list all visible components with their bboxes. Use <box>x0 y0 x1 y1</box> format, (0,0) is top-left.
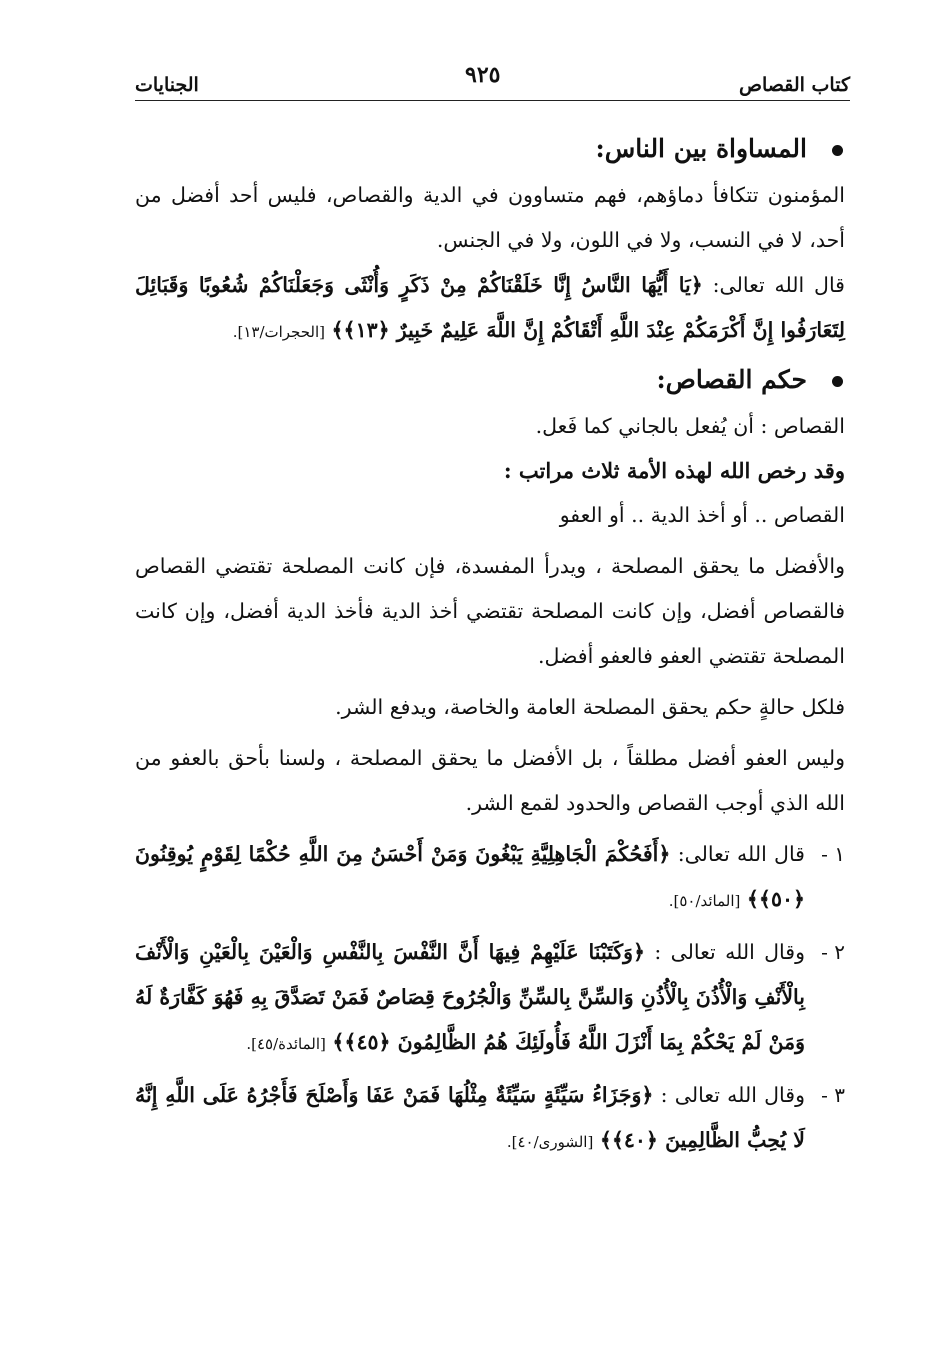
page-number: ٩٢٥ <box>465 62 501 88</box>
ranks-title: وقد رخص الله لهذه الأمة ثلاث مراتب : <box>503 458 845 483</box>
page-body <box>135 130 845 1165</box>
paragraph-equality: المؤمنون تتكافأ دماؤهم، فهم متساوون في الدية والقصاص، فليس أحد أفضل من أحد، لا في النسب، ولا في اللون، ولا في الجنس. <box>135 183 845 252</box>
paragraph-best-option: والأفضل ما يحقق المصلحة ، ويدرأ المفسدة، فإن كانت المصلحة تقتضي القصاص فالقصاص أفضل، وإن كانت المصلحة تقتضي أخذ الدية فأخذ الدية أفضل، وإن كانت المصلحة تقتضي العفو فالعفو أفضل. <box>135 554 845 668</box>
verse-text: ﴿أَفَحُكْمَ الْجَاهِلِيَّةِ يَبْغُونَ وَمَنْ أَحْسَنُ مِنَ اللَّهِ حُكْمًا لِقَوْمٍ يُوقِنُونَ ﴿٥٠﴾﴾ <box>135 842 805 911</box>
verse-reference: [الحجرات/١٣]. <box>232 323 326 341</box>
quran-quote-hujurat: قال الله تعالى: ﴿يَا أَيُّهَا النَّاسُ إِنَّا خَلَقْنَاكُمْ مِنْ ذَكَرٍ وَأُنْثَى وَجَعَلْنَاكُمْ شُعُوبًا وَقَبَائِلَ لِتَعَارَفُوا إِنَّ أَكْرَمَكُمْ عِنْدَ اللَّهِ أَتْقَاكُمْ إِنَّ اللَّهَ عَلِيمٌ خَبِيرٌ ﴿١٣﴾﴾ [الحجرات/١٣]. <box>135 273 845 342</box>
section-heading-equality: المساواة بين الناس: <box>135 134 845 163</box>
page-header <box>135 62 850 101</box>
verse-text: ﴿وَكَتَبْنَا عَلَيْهِمْ فِيهَا أَنَّ النَّفْسَ بِالنَّفْسِ وَالْعَيْنَ بِالْعَيْنِ وَالْأَنْفَ بِالْأَنْفِ وَالْأُذُنَ بِالْأُذُنِ وَالسِّنَّ بِالسِّنِّ وَالْجُرُوحَ قِصَاصٌ فَمَنْ تَصَدَّقَ بِهِ فَهُوَ كَفَّارَةٌ لَهُ وَمَنْ لَمْ يَحْكُمْ بِمَا أَنْزَلَ اللَّهُ فَأُولَئِكَ هُمُ الظَّالِمُونَ ﴿٤٥﴾﴾ <box>135 940 805 1054</box>
chapter-title: الجنايات <box>135 74 199 96</box>
book-title: كتاب القصاص <box>739 74 850 96</box>
bullet-icon <box>832 376 843 387</box>
definition-qisas: القصاص : أن يُفعل بالجاني كما فَعل. <box>535 414 845 438</box>
bullet-icon <box>832 145 843 156</box>
verse-item-2: ٢ - وقال الله تعالى : ﴿وَكَتَبْنَا عَلَيْهِمْ فِيهَا أَنَّ النَّفْسَ بِالنَّفْسِ وَالْعَيْنَ بِالْعَيْنِ وَالْأَنْفَ بِالْأَنْفِ وَالْأُذُنَ بِالْأُذُنِ وَالسِّنَّ بِالسِّنِّ وَالْجُرُوحَ قِصَاصٌ فَمَنْ تَصَدَّقَ بِهِ فَهُوَ كَفَّارَةٌ لَهُ وَمَنْ لَمْ يَحْكُمْ بِمَا أَنْزَلَ اللَّهُ فَأُولَئِكَ هُمُ الظَّالِمُونَ ﴿٤٥﴾﴾ [المائدة/٤٥]. <box>135 940 845 1054</box>
verse-item-1: ١ - قال الله تعالى: ﴿أَفَحُكْمَ الْجَاهِلِيَّةِ يَبْغُونَ وَمَنْ أَحْسَنُ مِنَ اللَّهِ حُكْمًا لِقَوْمٍ يُوقِنُونَ ﴿٥٠﴾﴾ [المائد/٥٠]. <box>135 842 845 911</box>
paragraph-each-case: فلكل حالةٍ حكم يحقق المصلحة العامة والخاصة، ويدفع الشر. <box>335 695 845 719</box>
verse-item-3: ٣ - وقال الله تعالى : ﴿وَجَزَاءُ سَيِّئَةٍ سَيِّئَةٌ مِثْلُهَا فَمَنْ عَفَا وَأَصْلَحَ فَأَجْرُهُ عَلَى اللَّهِ إِنَّهُ لَا يُحِبُّ الظَّالِمِينَ ﴿٤٠﴾﴾ [الشورى/٤٠]. <box>135 1083 845 1152</box>
verse-reference: [المائدة/٤٥]. <box>246 1035 326 1053</box>
verse-reference: [المائد/٥٠]. <box>668 892 741 910</box>
ranks-list: القصاص .. أو أخذ الدية .. أو العفو <box>559 503 845 527</box>
verse-text: ﴿وَجَزَاءُ سَيِّئَةٍ سَيِّئَةٌ مِثْلُهَا فَمَنْ عَفَا وَأَصْلَحَ فَأَجْرُهُ عَلَى اللَّهِ إِنَّهُ لَا يُحِبُّ الظَّالِمِينَ ﴿٤٠﴾﴾ <box>135 1083 805 1152</box>
section-heading-ruling: حكم القصاص: <box>135 365 845 394</box>
verse-reference: [الشورى/٤٠]. <box>506 1133 594 1151</box>
verse-text: ﴿يَا أَيُّهَا النَّاسُ إِنَّا خَلَقْنَاكُمْ مِنْ ذَكَرٍ وَأُنْثَى وَجَعَلْنَاكُمْ شُعُوبًا وَقَبَائِلَ لِتَعَارَفُوا إِنَّ أَكْرَمَكُمْ عِنْدَ اللَّهِ أَتْقَاكُمْ إِنَّ اللَّهَ عَلِيمٌ خَبِيرٌ ﴿١٣﴾﴾ <box>135 273 845 342</box>
paragraph-pardon: وليس العفو أفضل مطلقاً ، بل الأفضل ما يحقق المصلحة ، ولسنا بأحق بالعفو من الله الذي أوجب القصاص والحدود لقمع الشر. <box>135 746 845 815</box>
